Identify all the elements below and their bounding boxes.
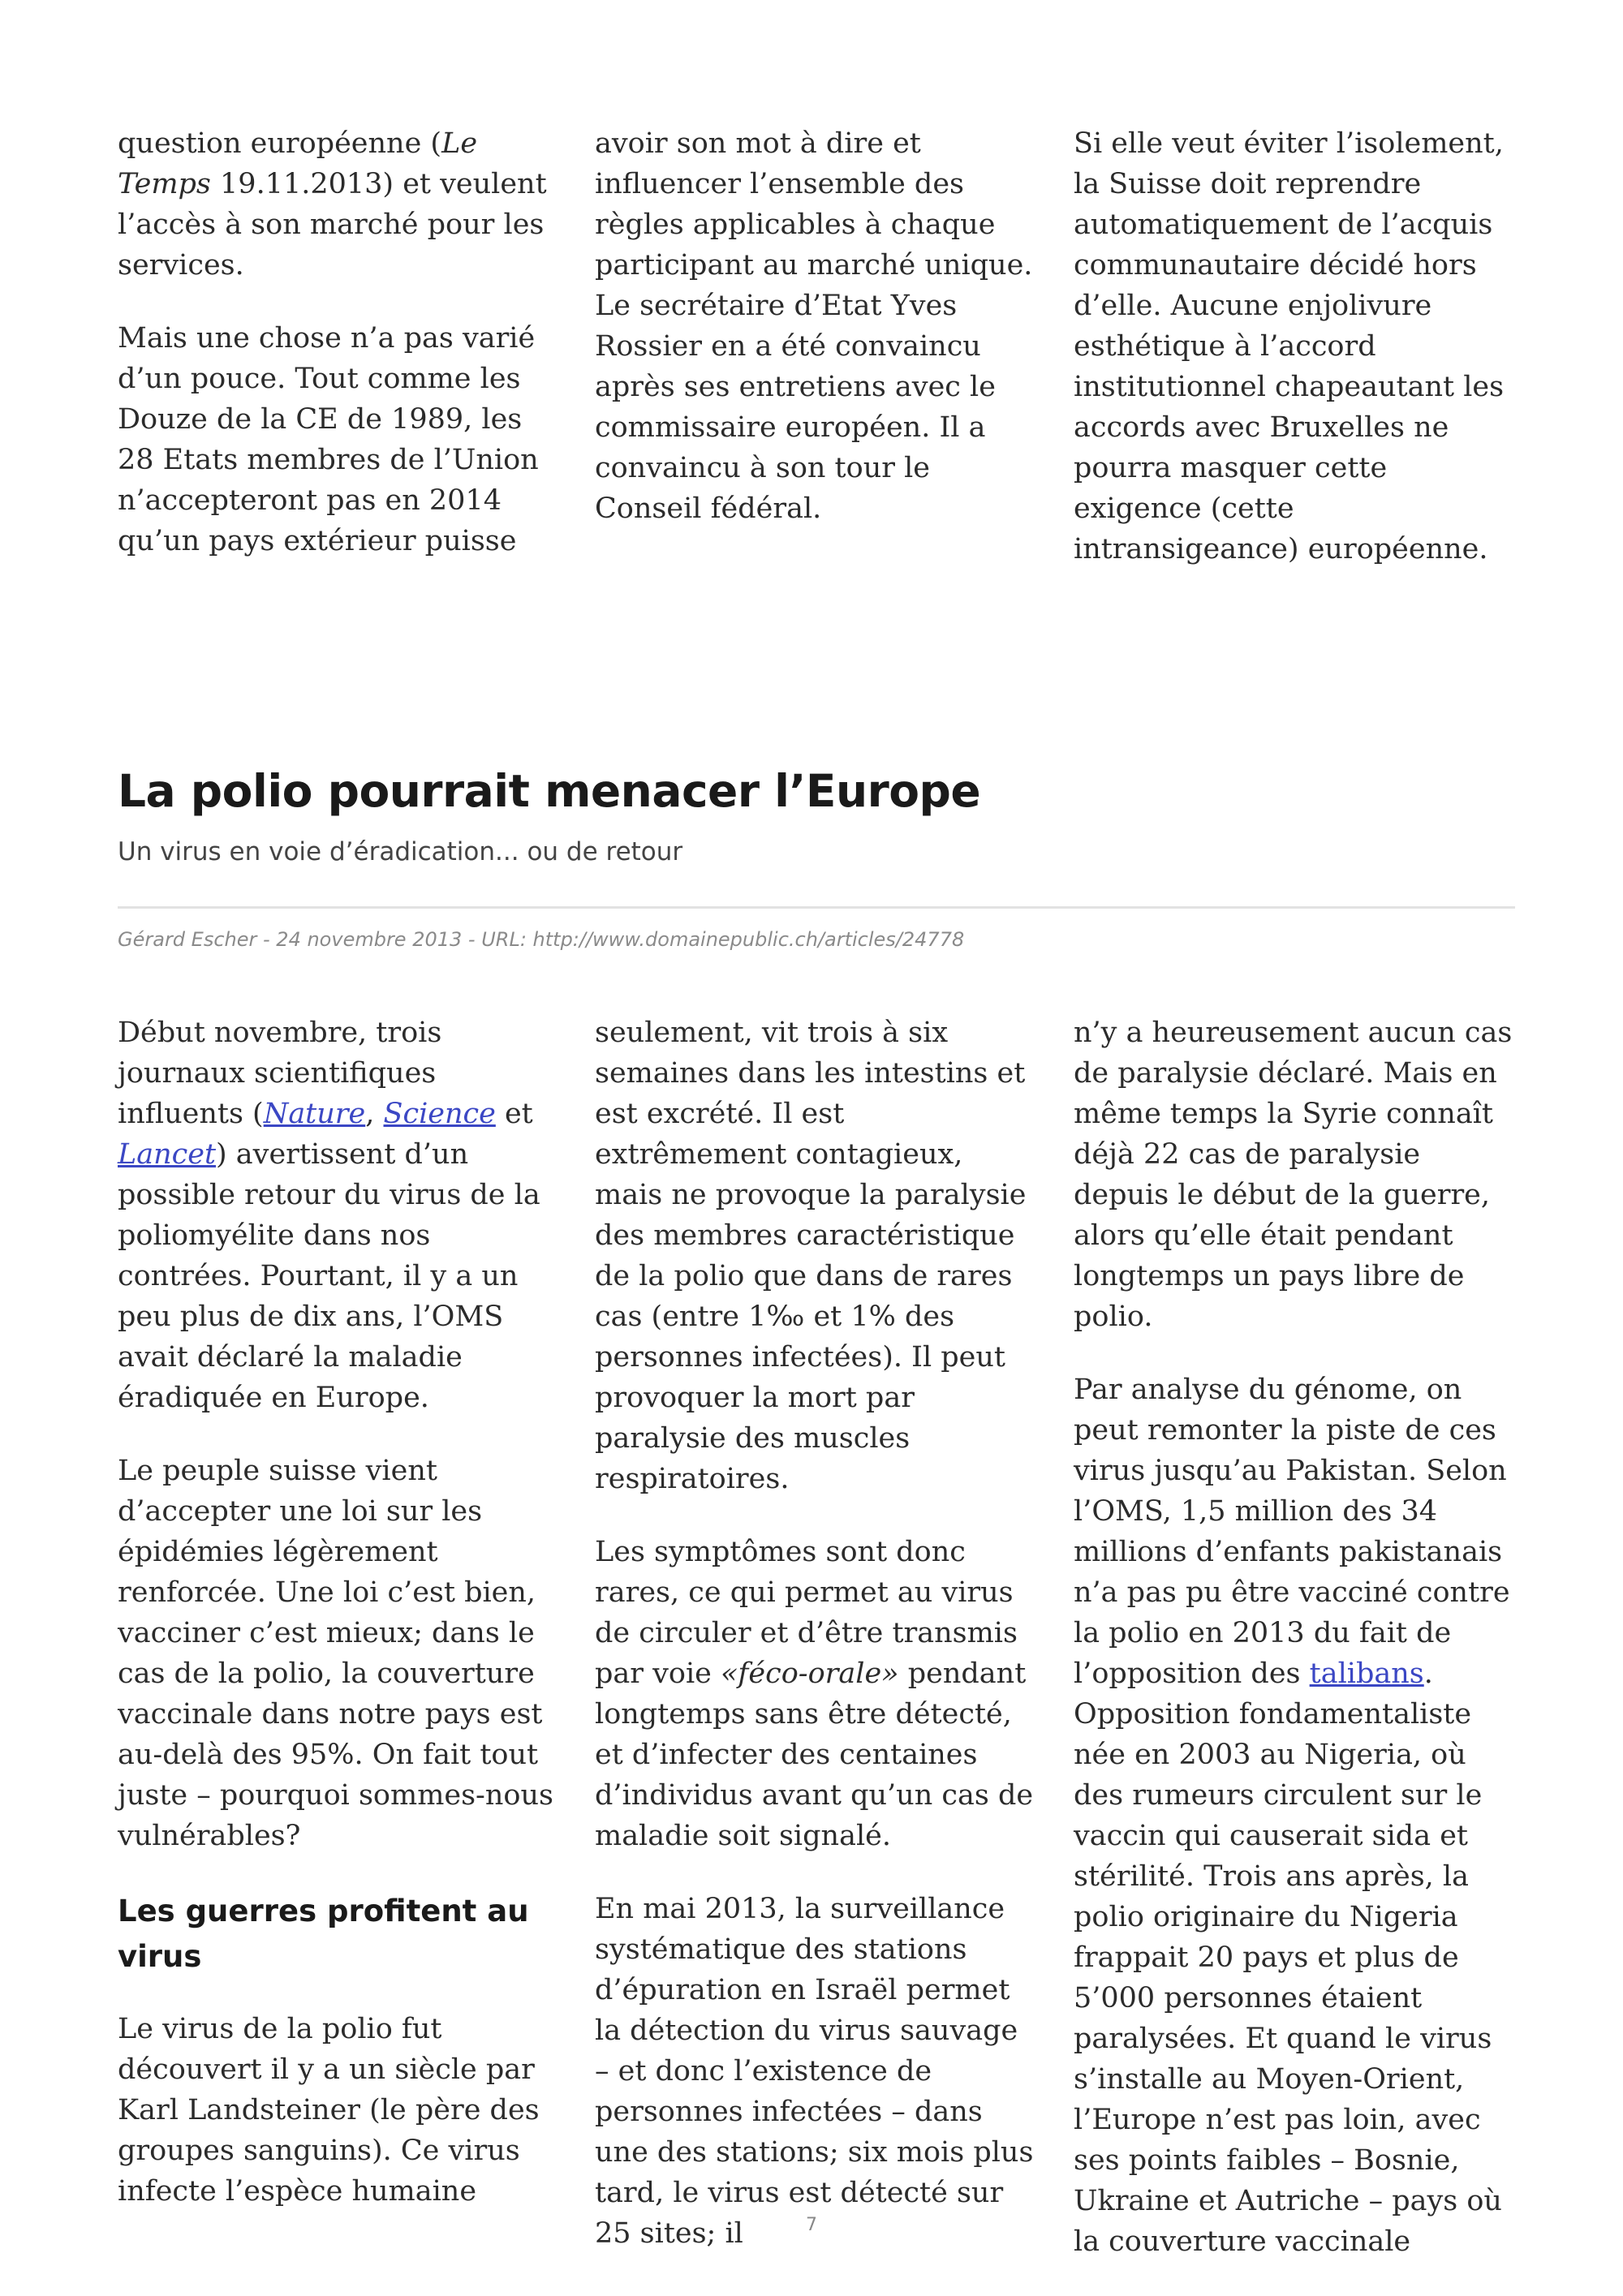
paragraph: Le peuple suisse vient d’accepter une loi sur les épidémies légèrement renforcée. Une loi c’est bien, vacciner c’est mieux; dans le cas de la polio, la couverture vaccinale dans notre pays est au-delà des 95%. On fait tout juste – pourquoi sommes-nous vulnérables?	[118, 1455, 553, 1852]
page-number: 7	[806, 2215, 817, 2235]
paragraph: Le virus de la polio fut découvert il y a un siècle par Karl Landsteiner (le père des groupes sanguins). Ce virus infecte l’espèce humaine	[118, 2013, 540, 2208]
paragraph: En mai 2013, la surveillance systématique des stations d’épuration en Israël permet la détection du virus sauvage – et donc l’existence de personnes infectées – dans une des stations; six mois plus tard, le virus est détecté sur 25 sites; il	[595, 1893, 1034, 2250]
source-citation: Le Temps	[118, 127, 478, 200]
article-url: - URL: http://www.domainepublic.ch/articles/24778	[462, 928, 964, 951]
author: Gérard Escher	[118, 928, 257, 951]
link-talibans[interactable]: talibans	[1309, 1658, 1424, 1690]
paragraph: avoir son mot à dire et influencer l’ensemble des règles applicables à chaque participant au marché unique. Le secrétaire d’Etat Yves Rossier en a été convaincu après ses entretiens avec le commissaire européen. Il a convaincu à son tour le Conseil fédéral.	[595, 127, 1033, 525]
link-nature[interactable]: Nature	[263, 1098, 366, 1130]
paragraph: Par analyse du génome, on peut remonter la piste de ces virus jusqu’au Pakistan. Selon l’OMS, 1,5 million des 34 millions d’enfants pakistanais n’a pas pu être vacciné contre la polio en 2013 du fait de l’opposition des talibans. Opposition fondamentaliste née en 2003 au Nigeria, où des rumeurs circulent sur le vaccin qui causerait sida et stérilité. Trois ans après, la polio originaire du Nigeria frappait 20 pays et plus de 5’000 personnes étaient paralysées. Et quand le virus s’installe au Moyen-Orient, l’Europe n’est pas loin, avec ses points faibles – Bosnie, Ukraine et Autriche – pays où la couverture vaccinale	[1074, 1374, 1510, 2258]
divider	[118, 906, 1515, 909]
top-column-2	[595, 123, 1037, 529]
top-column-3	[1074, 123, 1516, 570]
article-meta	[118, 926, 964, 953]
paragraph: Les symptômes sont donc rares, ce qui permet au virus de circuler et d’être transmis par voie «féco-orale» pendant longtemps sans être détecté, et d’infecter des centaines d’individus avant qu’un cas de maladie soit signalé.	[595, 1536, 1034, 1852]
link-lancet[interactable]: Lancet	[118, 1138, 217, 1171]
paragraph: Si elle veut éviter l’isolement, la Suisse doit reprendre automatiquement de l’acquis communautaire décidé hors d’elle. Aucune enjolivure esthétique à l’accord institutionnel chapeautant les accords avec Bruxelles ne pourra masquer cette exigence (cette intransigeance) européenne.	[1074, 127, 1505, 565]
section-heading: Les guerres profitent au virus	[118, 1894, 529, 1974]
paragraph: Mais une chose n’a pas varié d’un pouce. Tout comme les Douze de la CE de 1989, les 28 Etats membres de l’Union n’accepteront pas en 2014 qu’un pays extérieur puisse	[118, 322, 539, 557]
paragraph: n’y a heureusement aucun cas de paralysie déclaré. Mais en même temps la Syrie connaît déjà 22 cas de paralysie depuis le début de la guerre, alors qu’elle était pendant longtemps un pays libre de polio.	[1074, 1017, 1513, 1333]
article-title: La polio pourrait menacer l’Europe	[118, 765, 981, 817]
paragraph: seulement, vit trois à six semaines dans les intestins et est excrété. Il est extrêmement contagieux, mais ne provoque la paralysie des membres caractéristique de la polio que dans de rares cas (entre 1‰ et 1% des personnes infectées). Il peut provoquer la mort par paralysie des muscles respiratoires.	[595, 1017, 1027, 1495]
article-column-1	[118, 1013, 560, 2212]
paragraph: Début novembre, trois journaux scientifiques influents (Nature, Science et Lancet) avertissent d’un possible retour du virus de la poliomyélite dans nos contrées. Pourtant, il y a un peu plus de dix ans, l’OMS avait déclaré la maladie éradiquée en Europe.	[118, 1017, 540, 1414]
paragraph: question européenne (Le Temps 19.11.2013) et veulent l’accès à son marché pour les services.	[118, 127, 547, 282]
top-column-1	[118, 123, 560, 561]
link-science[interactable]: Science	[383, 1098, 496, 1130]
article-column-2	[595, 1013, 1037, 2254]
article-column-3	[1074, 1013, 1516, 2262]
publication-date: - 24 novembre 2013	[256, 928, 462, 951]
article-subtitle: Un virus en voie d’éradication... ou de retour	[118, 837, 683, 866]
